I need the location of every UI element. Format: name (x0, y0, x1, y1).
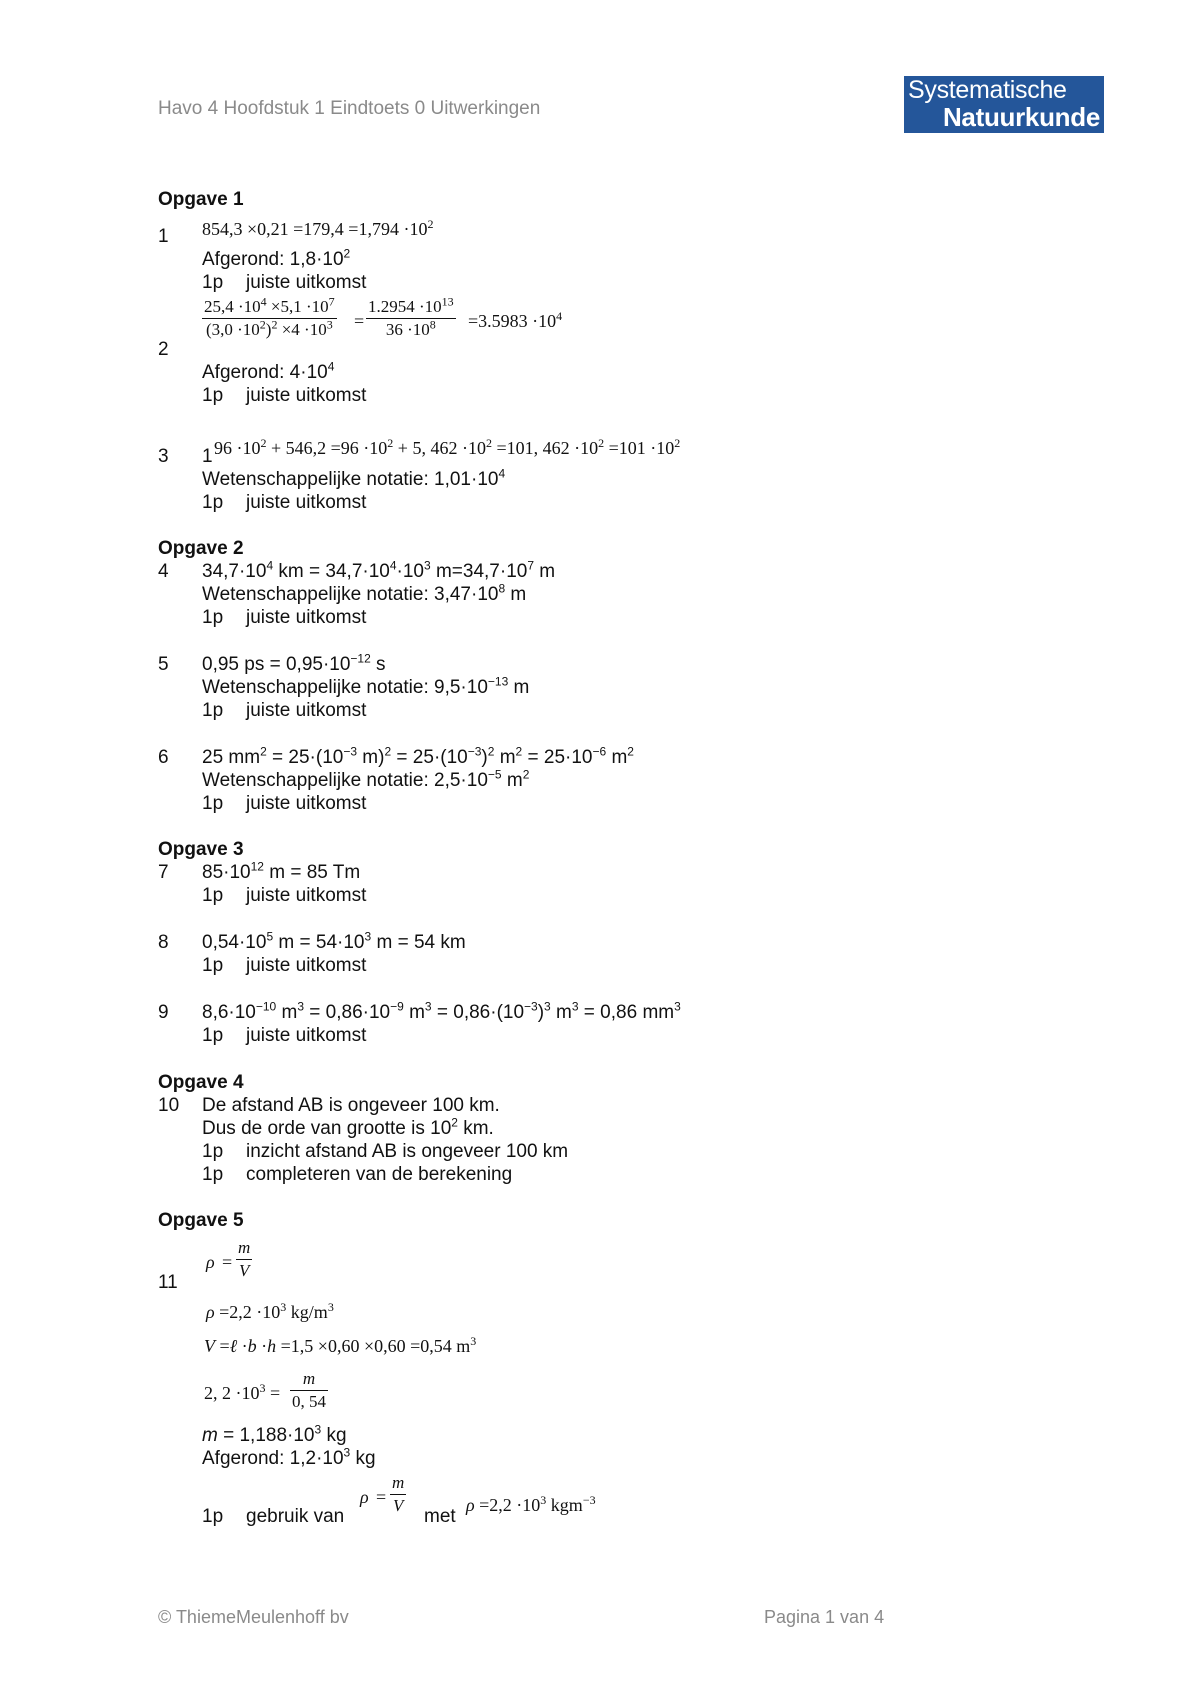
question-number: 10 (158, 1095, 180, 1116)
q7-calculation: $85\cdot 10^{12}$ m = 85 Tm (202, 859, 361, 883)
q2-fraction-1: $\frac{25,4 \cdot 10^4 \times 5,1 \cdot 10^7}{(3,0 \cdot 10^2)^2 \times 4 \cdot 10^3}$ (204, 294, 335, 339)
mass-equation-fraction: $\frac{m}{0, 54}$ (292, 1369, 326, 1411)
q1-calculation: $854,3 \times 0,21 =179,4 =1,794 \cdot 10^2$ (202, 217, 434, 239)
q5-scoring: 1p juiste uitkomst (202, 700, 367, 721)
q1-scoring: 1p juiste uitkomst (202, 272, 367, 293)
q8-scoring: 1p juiste uitkomst (202, 955, 367, 976)
q10-scoring-2: 1p completeren van de berekening (202, 1164, 513, 1185)
question-number: 6 (158, 747, 169, 768)
q9-scoring: 1p juiste uitkomst (202, 1025, 367, 1046)
met-label: met (424, 1506, 456, 1527)
opgave-4-heading: Opgave 4 (158, 1072, 244, 1093)
q6-scoring: 1p juiste uitkomst (202, 793, 367, 814)
volume-calculation: V =ℓ ·b ·h =1,5 ×0,60 ×0,60 =0,54 $m^3$ (204, 1334, 477, 1356)
q6-calculation: 25 $mm^2 = 25\cdot(10^{-3}$ $m)^2 = 25\cdot(10^{-3})^2$ $m^2 = 25\cdot 10^{-6}$ $m^2$ (202, 744, 634, 768)
logo-line-2: Natuurkunde (942, 102, 1100, 132)
q10-line-1: De afstand AB is ongeveer 100 km. (202, 1095, 500, 1116)
q5-notation: Wetenschappelijke notatie: $9,5\cdot 10^{-13}$ m (202, 674, 530, 698)
q2-result: $=3.5983 \cdot 10^4$ (468, 309, 563, 331)
question-number: 2 (158, 339, 169, 360)
rho-formula-fraction: $\frac{m}{V}$ (238, 1238, 251, 1280)
q2-scoring: 1p juiste uitkomst (202, 385, 367, 406)
q10-scoring-1: 1p inzicht afstand AB is ongeveer 100 km (202, 1141, 569, 1162)
q5-calculation: 0,95 ps = $0,95\cdot 10^{-12}$ s (202, 651, 386, 675)
q3-lead: 1 (202, 446, 213, 467)
question-number: 4 (158, 561, 169, 582)
q4-scoring: 1p juiste uitkomst (202, 607, 367, 628)
q9-calculation: $8,6\cdot 10^{-10}$ $m^3 = 0,86\cdot 10^{-9}$ $m^3 = 0,86\cdot(10^{-3})^3$ $m^3 = 0,86$ $mm^3$ (202, 999, 681, 1023)
question-number: 1 (158, 226, 169, 247)
mass-result: $m = 1,188\cdot 10^3$ kg (202, 1422, 347, 1446)
opgave-1-heading: Opgave 1 (158, 189, 244, 210)
q3-notation: Wetenschappelijke notatie: $1,01\cdot 10^4$ (202, 466, 506, 490)
equals-sign: = (222, 1252, 233, 1272)
question-number: 5 (158, 654, 169, 675)
mass-rounded: Afgerond: $1,2\cdot 10^3$ kg (202, 1445, 376, 1469)
q4-calculation: $34,7\cdot 10^4$ km = $34,7\cdot 10^4\cdot 10^3$ $m=34,7\cdot 10^7$ m (202, 558, 556, 582)
q2-equals: = (354, 311, 365, 331)
opgave-2-heading: Opgave 2 (158, 538, 244, 559)
publisher-logo (904, 76, 1104, 133)
q11-scoring: 1p gebruik van (202, 1506, 345, 1527)
opgave-3-heading: Opgave 3 (158, 839, 244, 860)
q6-notation: Wetenschappelijke notatie: $2,5\cdot 10^{-5}$ $m^2$ (202, 767, 530, 791)
q10-line-2: Dus de orde van grootte is $10^2$ km. (202, 1115, 494, 1139)
q7-scoring: 1p juiste uitkomst (202, 885, 367, 906)
q1-rounded: Afgerond: $1,8\cdot 10^2$ (202, 246, 351, 270)
footer-copyright: © ThiemeMeulenhoff bv (158, 1607, 349, 1627)
q2-fraction-2: $\frac{1.2954 \cdot 10^{13}}{36 \cdot 10^8}$ (368, 294, 454, 339)
rho-symbol: ρ (360, 1487, 369, 1507)
question-number: 11 (158, 1272, 178, 1293)
q2-rounded: Afgerond: $4\cdot 10^4$ (202, 359, 335, 383)
question-number: 8 (158, 932, 169, 953)
q3-calculation: $96 \cdot 10^2 + 546,2 =96 \cdot 10^2 + 5$, $462 \cdot 10^2 =101$, $462 \cdot 10^2 =101 \cdot 10^2$ (214, 436, 681, 458)
rho-symbol: ρ (206, 1252, 215, 1272)
equals-sign: = (376, 1487, 387, 1507)
question-number: 9 (158, 1002, 169, 1023)
logo-line-1: Systematische (908, 76, 1067, 104)
question-number: 3 (158, 446, 169, 467)
opgave-5-heading: Opgave 5 (158, 1210, 244, 1231)
question-number: 7 (158, 862, 169, 883)
document-header-title: Havo 4 Hoofdstuk 1 Eindtoets 0 Uitwerkingen (158, 98, 541, 119)
scoring-rho-fraction: $\frac{m}{V}$ (392, 1473, 405, 1515)
q8-calculation: $0,54\cdot 10^5$ $m = 54\cdot 10^3$ m = 54 km (202, 929, 466, 953)
scoring-rho-value: $\rho =2,2 \cdot 10^3$ kgm$^{-3}$ (466, 1493, 596, 1515)
mass-equation-lhs: 2, $2 \cdot 10^3$ = (204, 1381, 281, 1403)
footer-page-number: Pagina 1 van 4 (764, 1607, 885, 1627)
q3-scoring: 1p juiste uitkomst (202, 492, 367, 513)
q4-notation: Wetenschappelijke notatie: $3,47\cdot 10^8$ m (202, 581, 527, 605)
rho-value: $\rho =2,2 \cdot 10^3$ $kg/m^3$ (206, 1300, 334, 1322)
